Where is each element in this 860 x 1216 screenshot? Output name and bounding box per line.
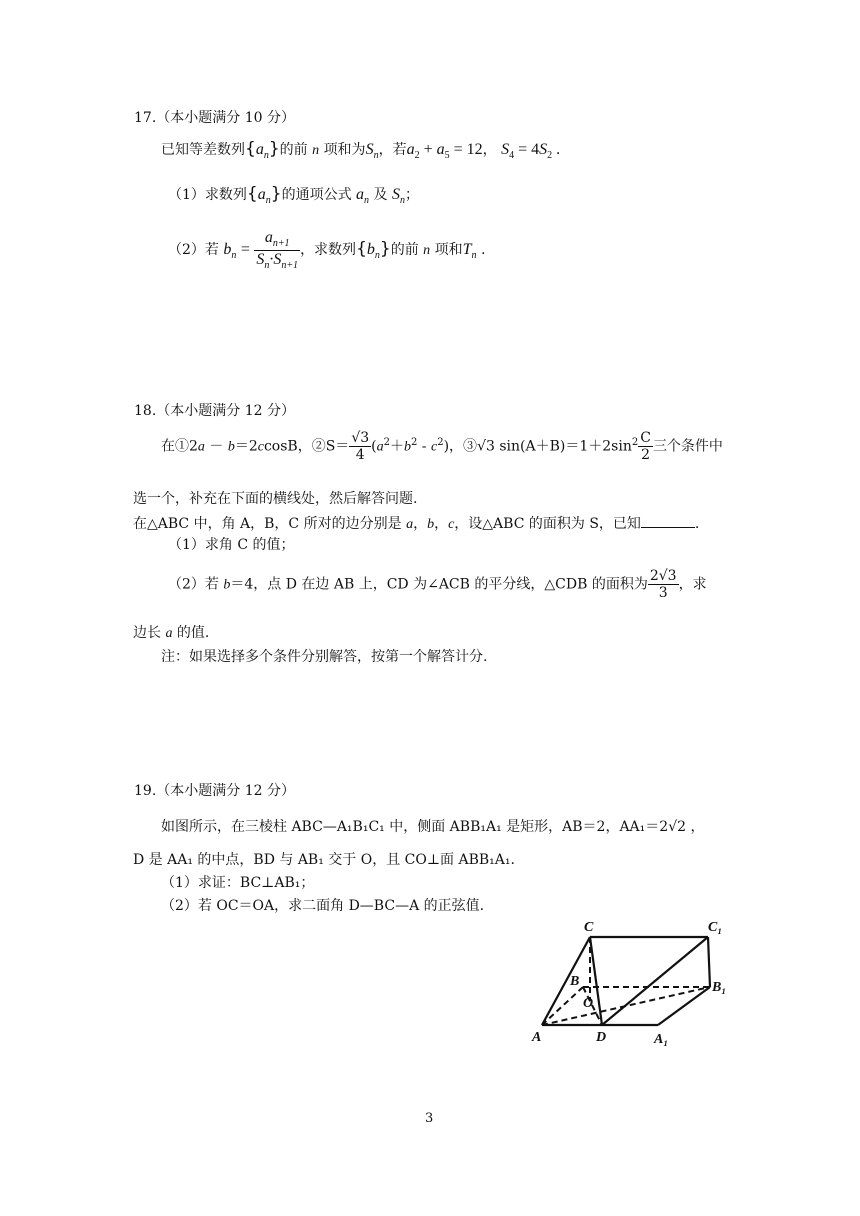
q17-part2: （2）若 $b_n$ = $\frac{a_{n+1}}{S_n\cdot S_{n+1}}$ ，求数列$\{b_n\}$的前 n 项和$T_n$ . xyxy=(168,229,486,271)
label-a: A xyxy=(532,1030,542,1045)
q17-part1: （1）求数列$\{a_n\}$的通项公式 $a_n$ 及 $S_n$； xyxy=(168,184,419,207)
label-o: O xyxy=(583,996,594,1011)
q19-part2: （2）若 OC＝OA，求二面角 D—BC—A 的正弦值. xyxy=(161,898,485,914)
q19-line1: 如图所示，在三棱柱 ABC—A₁B₁C₁ 中，侧面 ABB₁A₁ 是矩形，AB＝2，AA₁＝2√2 ， xyxy=(161,819,705,835)
page-number: 3 xyxy=(425,1111,434,1126)
label-a1: A₁ xyxy=(654,1032,669,1047)
q18-note: 注：如果选择多个条件分别解答，按第一个解答计分. xyxy=(161,649,488,665)
q17-header: 17.（本小题满分 10 分） xyxy=(134,110,295,126)
q18-conditions: 在①2a － b＝2ccosB，②S＝ $\frac{√3}{4}$ $(a^2+b^2 - c^2)$，③√3 $\sin(A+B)=1+2\sin^2$ $\frac{C}{2}$ 三个条件中 xyxy=(161,430,723,464)
q19-part1: （1）求证：BC⊥AB₁； xyxy=(161,875,315,891)
prism-figure xyxy=(528,915,728,1050)
q17-stem: 已知等差数列$\{a_n\}$的前 n 项和为$S_n$，若$a_2 + a_5 = 12$， $S_4 = 4S_2$ . xyxy=(161,139,561,162)
label-c: C xyxy=(584,920,594,935)
q18-line3: 在△ABC 中，角 A，B，C 所对的边分别是 a，b，c，设△ABC 的面积为 S，已知 . xyxy=(133,516,700,532)
label-b: B xyxy=(570,974,580,989)
q17-fraction: $\frac{a_{n+1}}{S_n\cdot S_{n+1}}$ xyxy=(256,229,299,271)
label-b1: B₁ xyxy=(712,980,727,995)
q18-answer-blank xyxy=(641,515,695,528)
q18-line2: 选一个，补充在下面的横线处，然后解答问题. xyxy=(133,491,418,507)
q18-frac-area: $\frac{2√3}{3}$ xyxy=(649,568,677,602)
q18-part1: （1）求角 C 的值； xyxy=(168,537,295,553)
label-c1: C₁ xyxy=(708,920,723,935)
q17-stem-text: 已知等差数列 xyxy=(161,142,245,158)
q19-line2: D 是 AA₁ 的中点，BD 与 AB₁ 交于 O，且 CO⊥面 ABB₁A₁. xyxy=(133,852,515,868)
q18-part2-line2: 边长 a 的值. xyxy=(133,625,210,641)
q18-frac-sqrt3-4: $\frac{√3}{4}$ xyxy=(351,430,370,464)
q18-header: 18.（本小题满分 12 分） xyxy=(134,403,295,419)
q18-frac-c-2: $\frac{C}{2}$ xyxy=(640,430,651,464)
label-d: D xyxy=(596,1030,607,1045)
q19-header: 19.（本小题满分 12 分） xyxy=(134,783,295,799)
q18-part2: （2）若 b＝4，点 D 在边 AB 上，CD 为∠ACB 的平分线，△CDB 的面积为 $\frac{2√3}{3}$ ，求 xyxy=(168,568,707,602)
